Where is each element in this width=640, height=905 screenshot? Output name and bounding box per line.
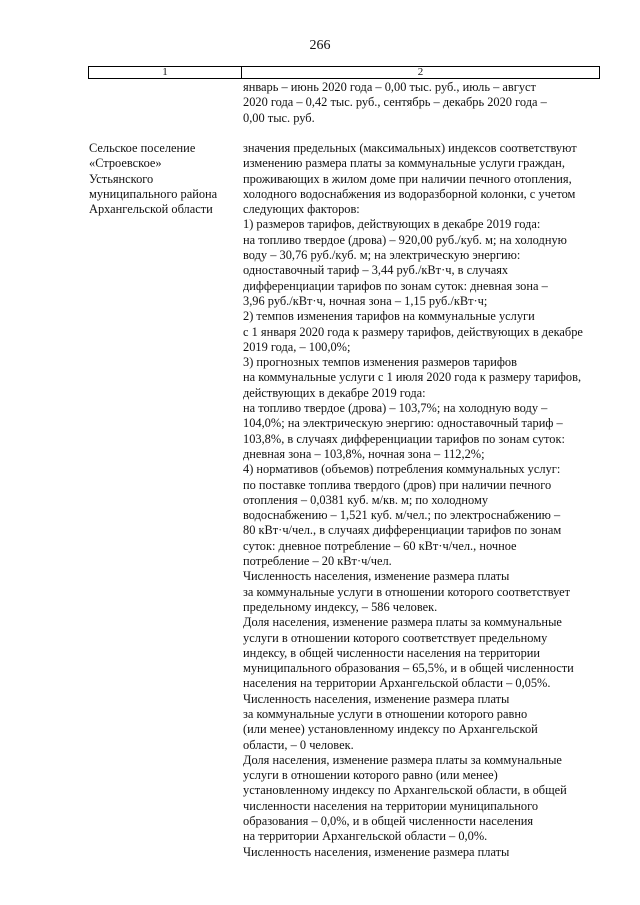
column-header-table — [88, 66, 600, 79]
name-line: Архангельской области — [89, 202, 213, 217]
text-line: 80 кВт·ч/чел., в случаях дифференциации тарифов по зонам — [243, 523, 562, 538]
text-line: 3) прогнозных темпов изменения размеров тарифов — [243, 355, 517, 370]
text-line: 2019 года, – 100,0%; — [243, 339, 351, 354]
text-line: 103,8%, в случаях дифференциации тарифов по зонам суток: — [243, 431, 565, 446]
column-header-1: 1 — [89, 67, 242, 79]
text-line: услуги в отношении которого равно (или менее) — [243, 768, 498, 783]
text-line: 2020 года – 0,42 тыс. руб., сентябрь – декабрь 2020 года – — [243, 95, 547, 110]
text-line: на топливо твердое (дрова) – 103,7%; на холодную воду – — [243, 401, 548, 416]
continuation-text — [243, 80, 603, 126]
text-line: действующих в декабре 2019 года: — [243, 385, 426, 400]
text-line: установленному индексу по Архангельской области, в общей — [243, 783, 567, 798]
text-line: следующих факторов: — [243, 202, 360, 217]
name-line: Устьянского — [89, 171, 154, 186]
text-line: с 1 января 2020 года к размеру тарифов, действующих в декабре — [243, 324, 583, 339]
text-line: 104,0%; на электрическую энергию: одноставочный тариф – — [243, 416, 563, 431]
municipality-name — [89, 141, 239, 217]
text-line: 0,00 тыс. руб. — [243, 110, 315, 125]
text-line: муниципального образования – 65,5%, и в общей численности — [243, 661, 574, 676]
text-line: 3,96 руб./кВт·ч, ночная зона – 1,15 руб./кВт·ч; — [243, 293, 488, 308]
name-line: Сельское поселение — [89, 141, 196, 155]
text-line: дифференциации тарифов по зонам суток: дневная зона – — [243, 278, 548, 293]
text-line: населения на территории Архангельской области – 0,05%. — [243, 676, 551, 691]
text-line: за коммунальные услуги в отношении которого соответствует — [243, 584, 571, 599]
text-line: отопления – 0,0381 куб. м/кв. м; по холодному — [243, 492, 489, 507]
text-line: воду – 30,76 руб./куб. м; на электрическую энергию: — [243, 248, 521, 263]
text-line: Доля населения, изменение размера платы за коммунальные — [243, 752, 562, 767]
text-line: области, – 0 человек. — [243, 737, 354, 752]
text-line: Доля населения, изменение размера платы за коммунальные — [243, 615, 562, 630]
text-line: одноставочный тариф – 3,44 руб./кВт·ч, в случаях — [243, 263, 509, 278]
text-line: Численность населения, изменение размера платы — [243, 569, 510, 584]
text-line: проживающих в жилом доме при наличии печного отопления, — [243, 171, 572, 186]
text-line: суток: дневное потребление – 60 кВт·ч/чел., ночное — [243, 538, 517, 553]
text-line: 4) нормативов (объемов) потребления коммунальных услуг: — [243, 462, 561, 477]
text-line: январь – июнь 2020 года – 0,00 тыс. руб., июль – август — [243, 80, 536, 94]
text-line: образования – 0,0%, и в общей численности населения — [243, 814, 534, 829]
name-line: муниципального района — [89, 186, 218, 201]
text-line: холодного водоснабжения из водоразборной колонки, с учетом — [243, 186, 576, 201]
text-line: на территории Архангельской области – 0,0%. — [243, 829, 488, 844]
text-line: численности населения на территории муниципального — [243, 798, 539, 813]
name-line: «Строевское» — [89, 156, 162, 171]
entry-description — [243, 141, 603, 860]
text-line: по поставке топлива твердого (дров) при наличии печного — [243, 477, 552, 492]
text-line: за коммунальные услуги в отношении которого равно — [243, 706, 528, 721]
text-line: на топливо твердое (дрова) – 920,00 руб./куб. м; на холодную — [243, 232, 567, 247]
text-line: дневная зона – 103,8%, ночная зона – 112,2%; — [243, 446, 485, 461]
page-number: 266 — [309, 38, 331, 53]
text-line: услуги в отношении которого соответствует предельному — [243, 630, 548, 645]
text-line: изменению размера платы за коммунальные услуги граждан, — [243, 156, 565, 171]
text-line: (или менее) установленному индексу по Архангельской — [243, 722, 538, 737]
text-line: водоснабжению – 1,521 куб. м/чел.; по электроснабжению – — [243, 508, 561, 523]
text-line: значения предельных (максимальных) индексов соответствуют — [243, 141, 577, 155]
text-line: Численность населения, изменение размера платы — [243, 844, 510, 859]
text-line: на коммунальные услуги с 1 июля 2020 года к размеру тарифов, — [243, 370, 582, 385]
column-header-2: 2 — [242, 67, 600, 79]
text-line: 1) размеров тарифов, действующих в декабре 2019 года: — [243, 217, 541, 232]
text-line: потребление – 20 кВт·ч/чел. — [243, 554, 392, 569]
text-line: Численность населения, изменение размера платы — [243, 691, 510, 706]
text-line: 2) темпов изменения тарифов на коммунальные услуги — [243, 309, 535, 324]
text-line: предельному индексу, – 586 человек. — [243, 599, 438, 614]
text-line: индексу, в общей численности населения на территории — [243, 645, 541, 660]
